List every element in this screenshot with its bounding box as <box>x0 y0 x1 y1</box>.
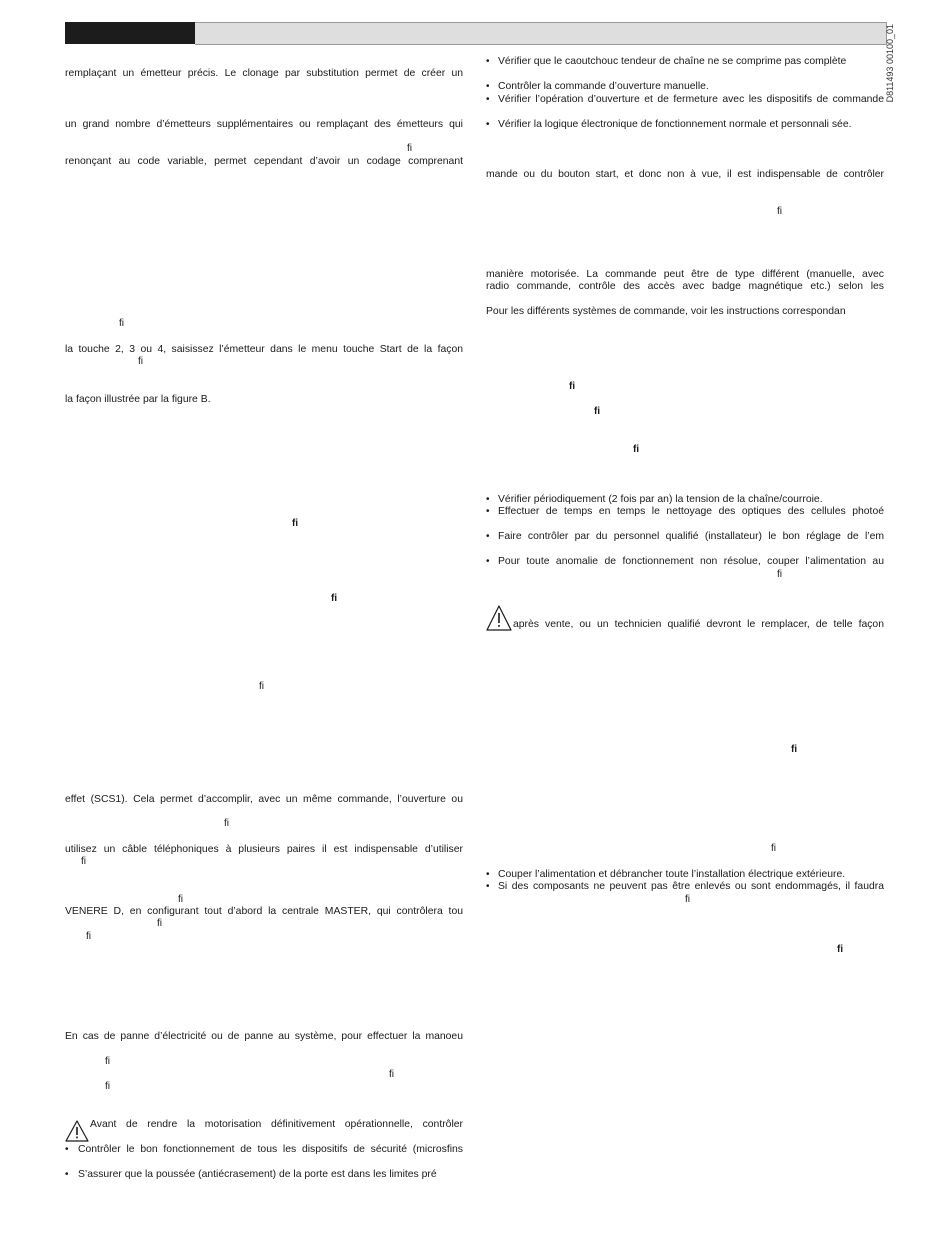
right-bullet-item: Vérifier la logique électronique de fonctionnement normale et personnali sée. <box>498 119 852 130</box>
bullet-marker: • <box>486 56 490 67</box>
bullet-marker: • <box>486 881 490 892</box>
ligature-fragment: ﬁ <box>594 406 601 417</box>
right-warning-text: après vente, ou un technicien qualifié devront le remplacer, de telle façon <box>513 619 884 630</box>
right-bullet-item: Contrôler la commande d’ouverture manuelle. <box>498 81 709 92</box>
left-paragraph-2: un grand nombre d’émetteurs supplémentaires ou remplaçant des émetteurs qui <box>65 119 463 130</box>
left-paragraph-9: En cas de panne d’électricité ou de panne au système, pour effectuer la manoeu <box>65 1031 463 1042</box>
bullet-marker: • <box>486 506 490 517</box>
header-bar-dark <box>65 22 195 44</box>
left-paragraph-6: effet (SCS1). Cela permet d’accomplir, avec un même commande, l’ouverture ou <box>65 794 463 805</box>
warning-icon <box>65 1120 89 1142</box>
left-paragraph-7: utilisez un câble téléphoniques à plusieurs paires il est indispensable d’utiliser <box>65 844 463 855</box>
ligature-fragment: ﬁ <box>259 681 264 692</box>
left-paragraph-5: la façon illustrée par la figure B. <box>65 394 211 405</box>
ligature-fragment: ﬁ <box>633 444 640 455</box>
ligature-fragment: ﬁ <box>777 206 782 217</box>
header-bar-light <box>195 22 887 45</box>
document-code: D811493 00100_01 <box>885 24 895 103</box>
left-bullet-item: Contrôler le bon fonctionnement de tous les dispositifs de sécurité (microsfins <box>78 1144 463 1155</box>
bullet-marker: • <box>486 119 490 130</box>
ligature-fragment: ﬁ <box>837 944 844 955</box>
warning-icon <box>486 605 512 631</box>
right-bullet-item: Pour toute anomalie de fonctionnement non résolue, couper l’alimentation au <box>498 556 884 567</box>
bullet-marker: • <box>486 869 490 880</box>
right-bullet-item: Vérifier périodiquement (2 fois par an) la tension de la chaîne/courroie. <box>498 494 823 505</box>
ligature-fragment: ﬁ <box>178 894 183 905</box>
ligature-fragment: ﬁ <box>81 856 86 867</box>
bullet-marker: • <box>65 1144 69 1155</box>
left-bullet-item: S’assurer que la poussée (antiécrasement) de la porte est dans les limites pré <box>78 1169 437 1180</box>
ligature-fragment: ﬁ <box>138 356 143 367</box>
bullet-marker: • <box>486 531 490 542</box>
ligature-fragment: ﬁ <box>224 818 229 829</box>
ligature-fragment: ﬁ <box>331 593 338 604</box>
right-bullet-item: Vérifier l’opération d’ouverture et de fermeture avec les dispositifs de commande <box>498 94 884 105</box>
right-bullet-item: Effectuer de temps en temps le nettoyage des optiques des cellules photoé <box>498 506 884 517</box>
ligature-fragment: ﬁ <box>407 143 412 154</box>
bullet-marker: • <box>486 94 490 105</box>
ligature-fragment: ﬁ <box>157 918 162 929</box>
ligature-fragment: ﬁ <box>292 518 299 529</box>
ligature-fragment: ﬁ <box>777 569 782 580</box>
left-paragraph-3: renonçant au code variable, permet cependant d’avoir un codage comprenant <box>65 156 463 167</box>
right-paragraph-2b: radio commande, contrôle des accès avec badge magnétique etc.) selon les <box>486 281 884 292</box>
left-warning-text: Avant de rendre la motorisation définitivement opérationnelle, contrôler <box>90 1119 463 1130</box>
ligature-fragment: ﬁ <box>685 894 690 905</box>
ligature-fragment: ﬁ <box>791 744 798 755</box>
bullet-marker: • <box>486 494 490 505</box>
ligature-fragment: ﬁ <box>105 1056 110 1067</box>
right-paragraph-2a: manière motorisée. La commande peut être de type différent (manuelle, avec <box>486 269 884 280</box>
right-paragraph-3: Pour les différents systèmes de commande, voir les instructions correspondan <box>486 306 846 317</box>
bullet-marker: • <box>486 81 490 92</box>
ligature-fragment: ﬁ <box>389 1069 394 1080</box>
left-paragraph-1: remplaçant un émetteur précis. Le clonage par substitution permet de créer un <box>65 68 463 79</box>
ligature-fragment: ﬁ <box>105 1081 110 1092</box>
ligature-fragment: ﬁ <box>119 318 124 329</box>
right-paragraph-1: mande ou du bouton start, et donc non à vue, il est indispensable de contrôler <box>486 169 884 180</box>
right-bullet-item: Faire contrôler par du personnel qualifié (installateur) le bon réglage de l’em <box>498 531 884 542</box>
left-paragraph-4: la touche 2, 3 ou 4, saisissez l’émetteur dans le menu touche Start de la façon <box>65 344 463 355</box>
ligature-fragment: ﬁ <box>771 843 776 854</box>
bullet-marker: • <box>65 1169 69 1180</box>
right-bullet-item: Vérifier que le caoutchouc tendeur de chaîne ne se comprime pas complète <box>498 56 847 67</box>
ligature-fragment: ﬁ <box>86 931 91 942</box>
ligature-fragment: ﬁ <box>569 381 576 392</box>
right-bullet-item: Couper l’alimentation et débrancher toute l’installation électrique extérieure. <box>498 869 846 880</box>
bullet-marker: • <box>486 556 490 567</box>
right-bullet-item: Si des composants ne peuvent pas être enlevés ou sont endommagés, il faudra <box>498 881 884 892</box>
left-paragraph-8: VENERE D, en configurant tout d’abord la centrale MASTER, qui contrôlera tou <box>65 906 463 917</box>
